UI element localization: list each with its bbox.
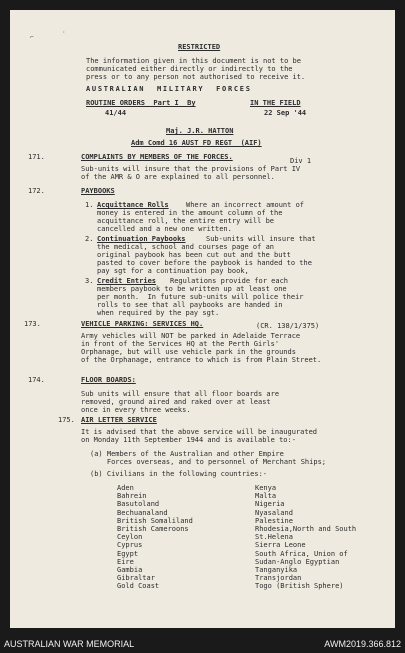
country-item: Sudan-Anglo Egyptian (255, 557, 340, 566)
sub-number: 3. (85, 277, 94, 285)
body-line: cancelled and a new one written. (97, 225, 232, 233)
sub-title: Continuation Paybooks (97, 235, 186, 243)
country-item: British Cameroons (117, 525, 189, 533)
country-item: Gibraltar (117, 574, 155, 583)
archive-footer (0, 636, 405, 653)
body-line: Sub-units will insure that the provisions of Part IV (81, 165, 301, 173)
body-line: when required by the pay sgt. (97, 309, 220, 317)
country-item: Basutoland (117, 500, 160, 509)
force-header: AUSTRALIAN MILITARY FORCES (86, 85, 252, 93)
country-item: Gold Coast (117, 582, 160, 591)
sub-number: 2. (85, 235, 94, 243)
pencil-mark: · (62, 29, 66, 36)
body-line: Regulations provide for each (170, 277, 289, 285)
document-page (10, 10, 395, 628)
body-line: pay sgt for a continuation pay book, (97, 267, 249, 275)
warning-line: press or to any person not authorised to receive it. (86, 73, 306, 81)
body-line: Forces overseas, and to personnel of Merchant Ships; (90, 458, 327, 466)
item-title: COMPLAINTS BY MEMBERS OF THE FORCES. (81, 153, 233, 161)
pencil-mark: ⌐ (30, 34, 34, 41)
body-line: of the Orphanage, entrance to which is from Plain Street. (81, 356, 322, 364)
item-title: FLOOR BOARDS: (81, 376, 136, 384)
officer-name: Maj. J.R. HATTON (166, 127, 234, 135)
accession-number: AWM2019.366.812 (324, 639, 401, 649)
country-item: Bahrein (117, 492, 147, 501)
country-item: Tanganyika (255, 566, 298, 574)
body-line: of the AMR & O are explained to all personnel. (81, 173, 275, 181)
country-item: Nyasaland (255, 508, 293, 517)
item-number: 172. (28, 187, 45, 195)
item-number: 171. (28, 153, 45, 161)
body-line: money is entered in the amount column of the (97, 209, 283, 217)
item-number: 174. (28, 376, 45, 384)
body-line: once in every three weeks. (81, 406, 191, 414)
country-item: Gambia (117, 566, 143, 574)
body-line: removed, ground aired and raked over at least (81, 398, 271, 406)
body-line: pasted to cover before the paybook is handed to the (97, 259, 312, 267)
body-line: Sub units will ensure that all floor boards are (81, 390, 280, 398)
body-line: per month. In future sub-units will police their (97, 293, 304, 301)
country-item: Nigeria (255, 500, 285, 509)
item-suffix: Div 1 (290, 157, 312, 165)
location: IN THE FIELD (250, 99, 301, 107)
item-number: 175. (58, 416, 75, 424)
body-line: members paybook to be written up at least one (97, 285, 287, 293)
country-item: Palestine (255, 516, 293, 525)
body-line: the medical, school and courses page of an (97, 243, 275, 251)
country-item: Egypt (117, 549, 139, 558)
country-item: British Somaliland (117, 516, 193, 525)
item-title: PAYBOOKS (81, 187, 115, 195)
body-line: Orphanage, but will use vehicle park in the grounds (81, 348, 296, 356)
country-item: St.Helena (255, 533, 293, 542)
country-item: Ceylon (117, 533, 143, 542)
country-item: Sierra Leone (255, 541, 306, 550)
orders-label: ROUTINE ORDERS Part I By (86, 99, 196, 107)
warning-line: The information given in this document is not to be (86, 57, 301, 65)
body-line: (b) Civilians in the following countries:- (90, 470, 268, 478)
body-line: (a) Members of the Australian and other Empire (90, 450, 284, 458)
orders-number: 41/44 (105, 109, 127, 117)
body-line: Sub-units will insure that (206, 235, 316, 243)
body-line: It is advised that the above service will be inaugurated (81, 428, 318, 436)
classification-heading: RESTRICTED (178, 43, 221, 51)
item-number: 173. (24, 320, 41, 328)
item-title: VEHICLE PARKING: SERVICES HQ. (81, 320, 204, 328)
country-item: Kenya (255, 484, 277, 492)
country-item: Rhodesia,North and South (255, 525, 357, 533)
source-label: AUSTRALIAN WAR MEMORIAL (4, 639, 135, 649)
item-title: AIR LETTER SERVICE (81, 416, 157, 424)
body-line: in front of the Services HQ at the Perth Girls' (81, 340, 280, 348)
country-item: Cyprus (117, 541, 143, 550)
body-line: rolls to see that all paybooks are handed in (97, 301, 283, 309)
item-suffix: (CR. 138/1/375) (256, 322, 320, 330)
country-item: Aden (117, 484, 134, 492)
country-item: Transjordan (255, 574, 302, 583)
country-item: Bechuanaland (117, 508, 168, 517)
body-line: on Monday 11th September 1944 and is available to:- (81, 436, 296, 444)
country-item: Malta (255, 492, 277, 501)
warning-line: communicated either directly or indirectly to the (86, 65, 293, 73)
body-line: Army vehicles will NOT be parked in Adelaide Terrace (81, 332, 301, 340)
country-item: South Africa, Union of (255, 549, 348, 558)
sub-title: Acquittance Rolls (97, 201, 169, 209)
sub-title: Credit Entries (97, 277, 157, 285)
command-line: Adm Comd 16 AUST FD REGT (AIF) (131, 139, 262, 147)
body-line: Where an incorrect amount of (186, 201, 305, 209)
sub-number: 1. (85, 201, 94, 209)
body-line: original paybook has been cut out and the butt (97, 251, 291, 259)
order-date: 22 Sep '44 (264, 109, 307, 117)
country-item: Togo (British Sphere) (255, 582, 344, 591)
body-line: acquittance roll, the entire entry will be (97, 217, 275, 225)
country-item: Eire (117, 557, 134, 566)
